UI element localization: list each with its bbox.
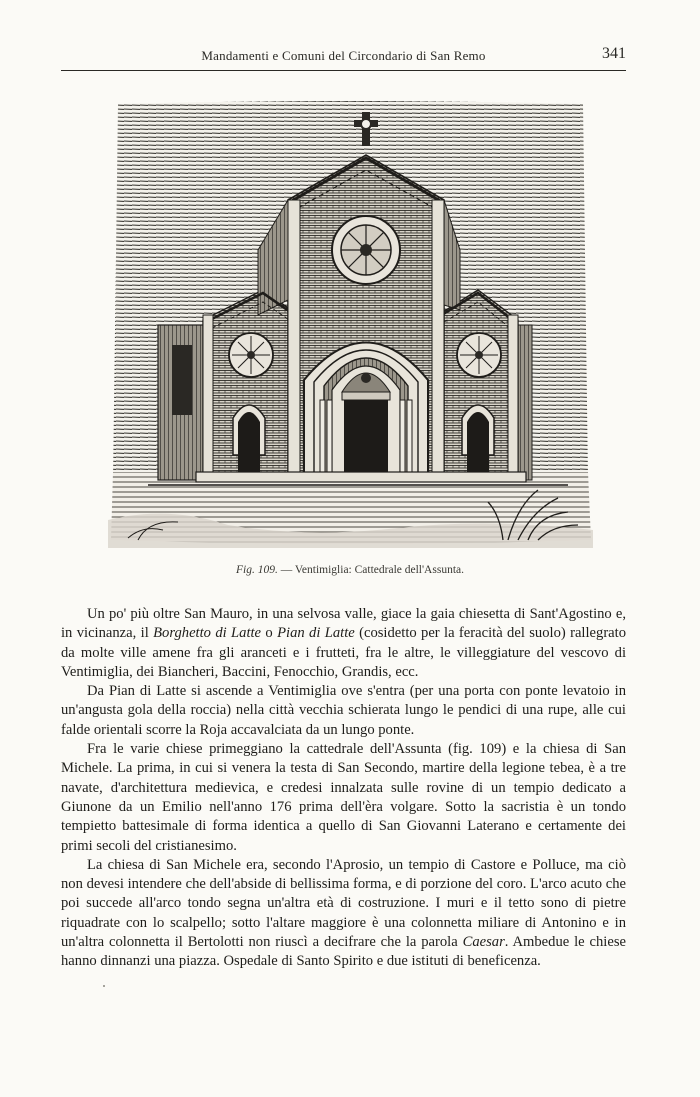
cathedral-engraving	[108, 100, 593, 548]
figure-label: Fig. 109.	[235, 564, 278, 576]
paragraph: Da Pian di Latte si ascende a Ventimiglia ove s'entra (per una porta con ponte levatoio in un'angusta gola della roccia) nella città vecchia schierata lungo le pendici di una rupe, alle cui falde orientali scorre la Roja accavalciata da un lungo ponte.	[61, 683, 626, 738]
figure-caption	[0, 564, 700, 576]
paragraph: Un po' più oltre San Mauro, in una selvosa valle, giace la gaia chiesetta di Sant'Agostino e, in vicinanza, il Borghetto di Latte o Pian di Latte (cosidetto per la feracità del suolo) rallegrato da molte ville amene fra gli aranceti e i frutteti, fra le altre, le villeggiature del vescovo di Ventimiglia, dei Biancheri, Baccini, Fenocchio, Grandis, ecc.	[61, 606, 627, 680]
running-title: Mandamenti e Comuni del Circondario di San Remo	[201, 48, 486, 63]
page-number: 341	[602, 45, 626, 62]
left-rose-window	[229, 333, 273, 377]
right-rose-window	[457, 333, 501, 377]
paragraph: La chiesa di San Michele era, secondo l'Aprosio, un tempio di Castore e Polluce, ma ciò non devesi intendere che dell'abside di bellissima forma, e di porzione del coro. L'arco acuto che poi succede all'arco tondo segna un'altra età di costruzione. I muri e il tetto sono di pietre riquadrate con lo scalpello; sotto l'altare maggiore è una colonnetta miliare di Antonino e in un'altra colonnetta il Bertolotti non riuscì a decifrare che la parola Caesar. Ambedue le chiese hanno dinnanzi una piazza. Ospedale di Santo Spirito e due istituti di beneficenza.	[61, 856, 626, 970]
paragraph: Fra le varie chiese primeggiano la cattedrale dell'Assunta (fig. 109) e la chiesa di San Michele. La prima, in cui si venera la testa di San Secondo, martire della legione tebea, è a tre navate, d'architettura medievica, e credesi innalzata sulle rovine di un tempio dedicato a Giunone da un Emilio nell'anno 176 prima dell'èra volgare. Sotto la sacristia è un tondo tempietto battesimale di forma identica a quello di San Giovanni Laterano e certamente dei primi secoli del cristianesimo.	[61, 741, 626, 854]
body-text	[61, 605, 626, 972]
running-head	[61, 44, 626, 71]
figure-caption-text: — Ventimiglia: Cattedrale dell'Assunta.	[277, 564, 464, 576]
print-speck	[103, 985, 105, 987]
